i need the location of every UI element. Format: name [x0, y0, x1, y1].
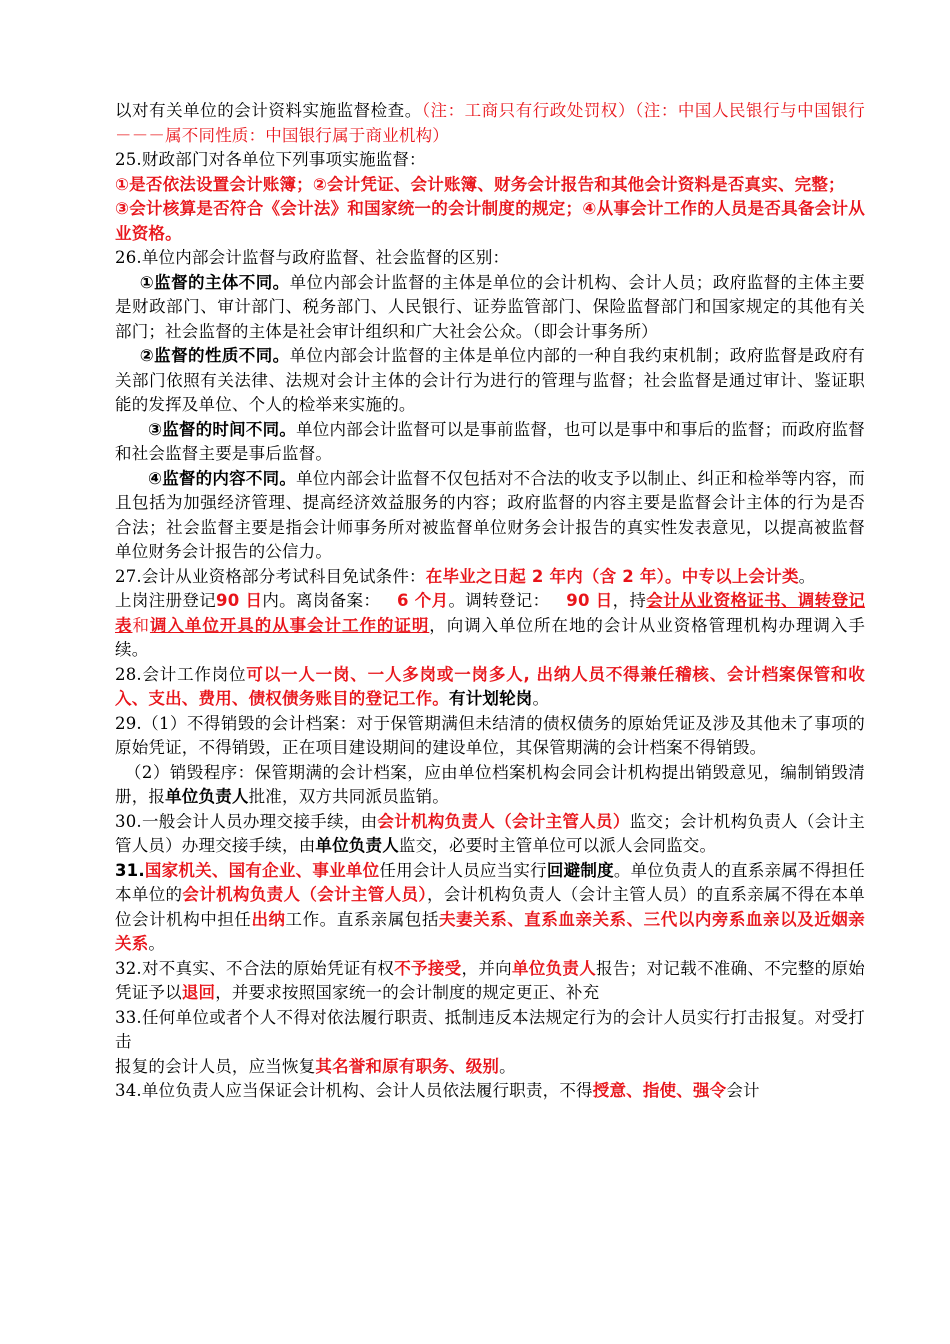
text: 工作。直系亲属包括: [285, 909, 440, 929]
text: 。: [499, 1056, 516, 1076]
bold: 回避制度: [546, 860, 614, 880]
text: （2）销毁程序：保管期满的会计档案，应由单位档案机构会同会计机构提出销毁意见，编制销毁清册，报: [115, 762, 865, 806]
item-31: [115, 859, 865, 957]
item-25-title: 25.财政部门对各单位下列事项实施监督：: [115, 150, 426, 169]
text: 28.会计工作岗位: [115, 664, 247, 684]
red-bold-underline: 调入单位开具的从事会计工作的证明: [149, 615, 430, 635]
text: ，持: [612, 591, 647, 610]
paragraph-supervision-note: [115, 99, 865, 148]
item-25-point-3-4: ③会计核算是否符合《会计法》和国家统一的会计制度的规定；④从事会计工作的人员是否具备会计从业资格。: [115, 199, 865, 243]
text: 32.对不真实、不合法的原始凭证有权: [115, 958, 395, 978]
item-26-content: [115, 467, 865, 565]
bold: 单位负责人: [315, 836, 399, 855]
red-bold: 出纳: [251, 909, 286, 929]
text: 单位内部会计监督的主体是单位内部的一种自我约束机制；政府监督是政府有关部门依照有关法律、法规对会计主体的会计行为进行的管理与监督；社会监督是通过审计、鉴证职能的发挥及单位、个人的检举来实施的。: [115, 346, 865, 414]
item-26-title: 26.单位内部会计监督与政府监督、社会监督的区别：: [115, 248, 510, 267]
bold-heading: ③监督的时间不同。: [148, 419, 297, 439]
red-bold: 国家机关、国有企业、事业单位: [144, 860, 380, 880]
text: 。: [798, 566, 816, 586]
item-26-nature: [115, 344, 865, 418]
text: 。单位负责人的直系亲属不得担任本单位的: [115, 860, 866, 904]
red-bold: 会计机构负责人（会计主管人员）: [377, 811, 630, 831]
red-bold: 退回: [181, 983, 216, 1002]
text: 报复的会计人员，应当恢复: [115, 1056, 316, 1076]
bold: 单位负责人: [165, 787, 249, 806]
text: 监交，必要时主管单位可以派人会同监交。: [398, 836, 717, 855]
item-33-line-1: 33.任何单位或者个人不得对依法履行职责、抵制违反本法规定行为的会计人员实行打击报复。对受打击: [115, 1007, 865, 1051]
red-bold: 其名誉和原有职务、级别: [315, 1056, 500, 1076]
item-29-part-2: [115, 761, 865, 810]
text: 。: [148, 934, 166, 953]
red-note: （注：工商只有行政处罚权）（注：中国人民银行与中国银行－－－属不同性质：中国银行属于商业机构）: [115, 101, 865, 145]
red-bold: 在毕业之日起 2 年内（含 2 年）。中专以上会计类: [425, 566, 799, 586]
text: 监交；会计机构负责人（会计主管人员）办理交接手续，由: [115, 811, 865, 855]
text: ，并向: [461, 958, 512, 978]
item-29-part-1: 29.（1）不得销毁的会计档案：对于保管期满但未结清的债权债务的原始凭证及涉及其他未了事项的原始凭证，不得销毁，正在项目建设期间的建设单位，其保管期满的会计档案不得销毁。: [115, 713, 865, 757]
red-bold: 不予接受: [394, 958, 462, 978]
red-bold: 90 日: [566, 591, 613, 610]
item-34: [115, 1079, 865, 1104]
red-text: 和: [132, 615, 150, 635]
text: 内。离岗备案：: [262, 591, 381, 610]
text: 单位内部会计监督的主体是单位的会计机构、会计人员；政府监督的主体主要是财政部门、审计部门、税务部门、人民银行、证券监管部门、保险监督部门和国家规定的其他有关部门；社会监督的主体是社会审计组织和广大社会公众。（即会计事务所）: [115, 272, 865, 341]
document-page: [115, 99, 865, 1104]
bold-heading: ②监督的性质不同。: [139, 346, 290, 365]
text: 单位内部会计监督不仅包括对不合法的收支予以制止、纠正和检举等内容，而且包括为加强经济管理、提高经济效益服务的内容；政府监督的内容主要是监督会计主体的行为是否合法；社会监督主要是指会计师事务所对被监督单位财务会计报告的真实性发表意见，以提高被监督单位财务会计报告的公信力。: [115, 468, 865, 561]
item-28: [115, 663, 865, 712]
text: 会计: [726, 1081, 760, 1100]
item-27: [115, 565, 865, 590]
red-bold: 90 日: [216, 591, 263, 610]
text: ，并要求按照国家统一的会计制度的规定更正、补充: [215, 983, 600, 1002]
item-26-time: [115, 418, 865, 467]
text: 单位内部会计监督可以是事前监督，也可以是事中和事后的监督；而政府监督和社会监督主要是事后监督。: [115, 419, 865, 463]
red-bold: 授意、指使、强令: [592, 1081, 727, 1100]
red-bold-underline: 会计从业资格证书、调转登记表: [115, 591, 866, 635]
text: 34.单位负责人应当保证会计机构、会计人员依法履行职责，不得: [115, 1081, 593, 1100]
text: 批准，双方共同派员监销。: [248, 787, 450, 806]
red-bold: 可以一人一岗、一人多岗或一岗多人, 出纳人员不得兼任稽核、会计档案保管和收入、支出、费用、债权债务账目的登记工作。: [115, 664, 865, 708]
bold: 31.: [115, 860, 145, 880]
item-30: [115, 810, 865, 859]
text: 27.会计从业资格部分考试科目免试条件：: [115, 566, 426, 586]
text: ，会计机构负责人（会计主管人员）的直系亲属不得在本单位会计机构中担任: [115, 885, 865, 929]
text: 以对有关单位的会计资料实施监督检查。: [115, 101, 422, 120]
item-25-point-1-2: ①是否依法设置会计账簿；②会计凭证、会计账簿、财务会计报告和其他会计资料是否真实、完整；: [115, 174, 845, 194]
item-33-line-2: [115, 1055, 865, 1080]
red-bold: 6 个月: [397, 591, 449, 610]
registration-paragraph: [115, 589, 865, 663]
item-32: [115, 957, 865, 1006]
red-bold: 单位负责人: [511, 958, 597, 978]
text: 任用会计人员应当实行: [379, 860, 547, 880]
bold-heading: ①监督的主体不同。: [139, 272, 290, 292]
text: 。: [532, 689, 550, 708]
text: 报告；对记载不准确、不完整的原始凭证予以: [115, 958, 866, 1002]
text: 30.一般会计人员办理交接手续，由: [115, 811, 378, 831]
text: 。调转登记：: [448, 591, 550, 610]
item-26-subject: [115, 271, 865, 345]
bold: 有计划轮岗: [449, 689, 533, 708]
bold-heading: ④监督的内容不同。: [148, 468, 297, 488]
text: ，向调入单位所在地的会计从业资格管理机构办理调入手续。: [115, 615, 866, 659]
red-bold: 会计机构负责人（会计主管人员）: [182, 885, 427, 904]
red-bold: 夫妻关系、直系血亲关系、三代以内旁系血亲以及近姻亲关系: [115, 909, 865, 953]
text: 上岗注册登记: [115, 591, 217, 610]
